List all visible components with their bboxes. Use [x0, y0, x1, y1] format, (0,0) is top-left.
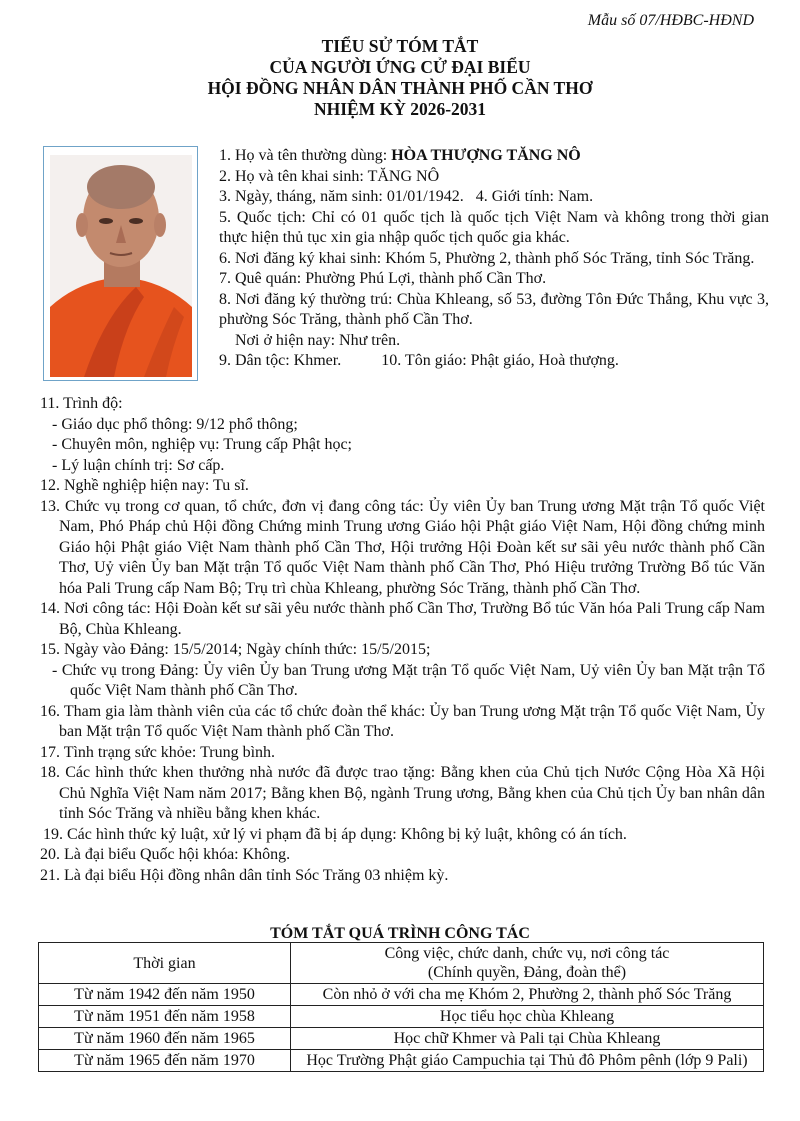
birth-date: 3. Ngày, tháng, năm sinh: 01/01/1942. — [219, 188, 464, 205]
ethnicity: 9. Dân tộc: Khmer. — [219, 352, 342, 369]
portrait-photo — [43, 146, 198, 381]
full-name-label: 1. Họ và tên thường dùng: — [219, 147, 392, 164]
info-hometown: 7. Quê quán: Phường Phú Lợi, thành phố Cần Thơ. — [219, 270, 547, 287]
national-assembly-delegate: 20. Là đại biểu Quốc hội khóa: Không. — [40, 846, 291, 863]
form-number: Mẫu số 07/HĐBC-HĐND — [587, 12, 754, 29]
education-general: - Giáo dục phổ thông: 9/12 phổ thông; — [52, 415, 298, 433]
info-current-residence: Nơi ở hiện nay: Như trên. — [235, 331, 401, 349]
party-join-date: 15. Ngày vào Đảng: 15/5/2014; Ngày chính thức: 15/5/2015; — [40, 641, 431, 658]
work-history-title: TÓM TẮT QUÁ TRÌNH CÔNG TÁC — [270, 925, 530, 942]
table-header-row — [39, 943, 764, 984]
biography-body — [40, 394, 765, 886]
workplace: 14. Nơi công tác: Hội Đoàn kết sư sãi yêu nước thành phố Cần Thơ, Trường Bổ túc Văn hóa Pali Trung cấp Nam Bộ, Chùa Khleang. — [40, 600, 765, 638]
info-permanent-residence: 8. Nơi đăng ký thường trú: Chùa Khleang, số 53, đường Tôn Đức Thắng, Khu vực 3, phường Sóc Trăng, thành phố Cần Thơ. — [219, 290, 769, 328]
row-time: Từ năm 1951 đến năm 1958 — [39, 1006, 291, 1028]
occupation: 12. Nghề nghiệp hiện nay: Tu sĩ. — [40, 477, 249, 494]
gender: 4. Giới tính: Nam. — [475, 188, 594, 205]
column-header-work-line2: (Chính quyền, Đảng, đoàn thể) — [427, 964, 627, 981]
health-status: 17. Tình trạng sức khỏe: Trung bình. — [40, 743, 276, 761]
table-row — [39, 1006, 764, 1028]
column-header-time: Thời gian — [39, 943, 291, 984]
education-professional: - Chuyên môn, nghiệp vụ: Trung cấp Phật học; — [52, 436, 352, 453]
info-birth-name: 2. Họ và tên khai sinh: TĂNG NÔ — [219, 167, 440, 185]
document-title — [0, 36, 800, 120]
info-birth-registration: 6. Nơi đăng ký khai sinh: Khóm 5, Phường 2, thành phố Sóc Trăng, tỉnh Sóc Trăng. — [219, 249, 755, 267]
full-name-value: HÒA THƯỢNG TĂNG NÔ — [391, 147, 581, 164]
title-line-3: HỘI ĐỒNG NHÂN DÂN THÀNH PHỐ CẦN THƠ — [207, 78, 593, 98]
work-history-table — [38, 942, 764, 1072]
table-row — [39, 1050, 764, 1072]
disciplinary-record: 19. Các hình thức kỷ luật, xử lý vi phạm đã bị áp dụng: Không bị kỷ luật, không có án tích. — [43, 825, 627, 843]
title-line-1: TIỂU SỬ TÓM TẮT — [321, 36, 479, 56]
info-nationality: 5. Quốc tịch: Chỉ có 01 quốc tịch là quốc tịch Việt Nam và không trong thời gian thực hiện thủ tục xin gia nhập quốc tịch quốc gia khác. — [219, 208, 769, 246]
education-heading: 11. Trình độ: — [40, 395, 123, 412]
info-full-name — [219, 146, 769, 167]
row-work: Học chữ Khmer và Pali tại Chùa Khleang — [291, 1028, 764, 1050]
education-political: - Lý luận chính trị: Sơ cấp. — [52, 456, 225, 474]
personal-info — [219, 146, 769, 372]
row-time: Từ năm 1942 đến năm 1950 — [39, 984, 291, 1006]
column-header-work — [291, 943, 764, 984]
party-positions: - Chức vụ trong Đảng: Ủy viên Ủy ban Trung ương Mặt trận Tổ quốc Việt Nam, Uỷ viên Ủy ban Mặt trận Tổ quốc Việt Nam thành phố Cần Thơ. — [52, 661, 765, 699]
religion: 10. Tôn giáo: Phật giáo, Hoà thượng. — [381, 352, 619, 369]
row-work: Học Trường Phật giáo Campuchia tại Thủ đô Phôm pênh (lớp 9 Pali) — [291, 1050, 764, 1072]
council-delegate: 21. Là đại biểu Hội đồng nhân dân tỉnh Sóc Trăng 03 nhiệm kỳ. — [40, 866, 449, 884]
info-birth-date-gender — [219, 187, 769, 208]
title-line-2: CỦA NGƯỜI ỨNG CỬ ĐẠI BIỂU — [269, 57, 531, 77]
table-row — [39, 984, 764, 1006]
awards: 18. Các hình thức khen thưởng nhà nước đã được trao tặng: Bằng khen của Chủ tịch Nước Cộng Hòa Xã Hội Chủ Nghĩa Việt Nam năm 2017; Bằng khen Bộ, ngành Trung ương, Bằng khen của Chủ tịch Ủy ban nhân dân tỉnh Sóc Trăng và nhiều bằng khen khác. — [40, 764, 765, 822]
column-header-work-line1: Công việc, chức danh, chức vụ, nơi công tác — [384, 945, 670, 962]
table-row — [39, 1028, 764, 1050]
current-positions: 13. Chức vụ trong cơ quan, tổ chức, đơn vị đang công tác: Ủy viên Ủy ban Trung ương Mặt trận Tổ quốc Việt Nam, Phó Pháp chủ Hội đồng Chứng minh Trung ương Giáo hội Phật giáo Việt Nam, Hội đồng chứng minh Giáo hội Phật giáo Việt Nam thành phố Cần Thơ, Hội trưởng Hội Đoàn kết sư sãi yêu nước thành phố Cần Thơ, Uỷ viên Ủy ban Mặt trận Tổ quốc Việt Nam thành phố Cần Thơ, Phó Hiệu trưởng Trường Bổ túc Văn hóa Pali Trung cấp Nam Bộ; Trụ trì chùa Khleang, phường Sóc Trăng, thành phố Cần Thơ. — [40, 497, 765, 597]
row-time: Từ năm 1965 đến năm 1970 — [39, 1050, 291, 1072]
row-time: Từ năm 1960 đến năm 1965 — [39, 1028, 291, 1050]
title-line-4: NHIỆM KỲ 2026-2031 — [313, 99, 487, 119]
row-work: Học tiểu học chùa Khleang — [291, 1006, 764, 1028]
row-work: Còn nhỏ ở với cha mẹ Khóm 2, Phường 2, thành phố Sóc Trăng — [291, 984, 764, 1006]
info-ethnicity-religion — [219, 351, 769, 372]
other-organizations: 16. Tham gia làm thành viên của các tổ chức đoàn thể khác: Ủy ban Trung ương Mặt trận Tổ quốc Việt Nam, Ủy ban Mặt trận Tổ quốc Việt Nam thành phố Cần Thơ. — [40, 702, 765, 740]
